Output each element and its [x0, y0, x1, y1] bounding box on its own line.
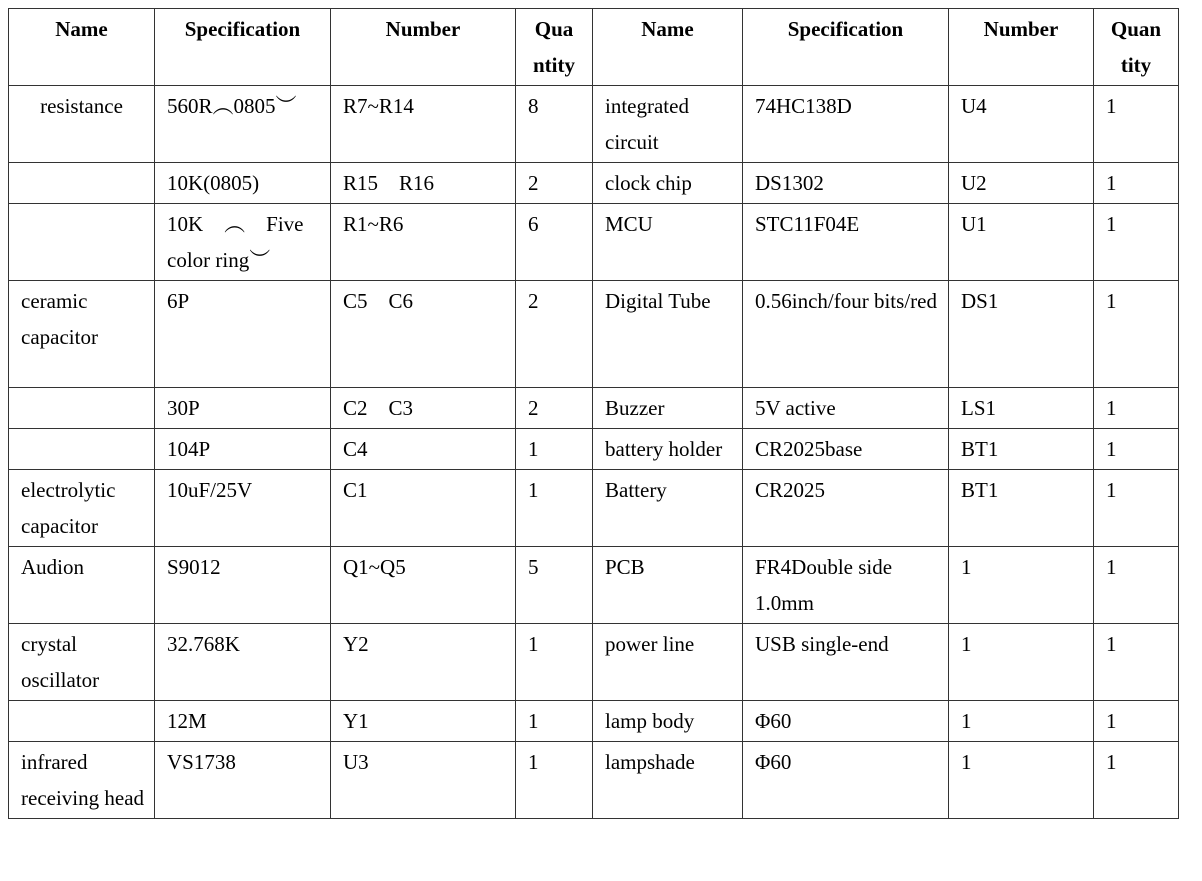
cell-number-2: LS1: [949, 388, 1094, 429]
cell-name-2: PCB: [593, 547, 743, 624]
cell-name-2: battery holder: [593, 429, 743, 470]
header-specification-2: Specification: [743, 9, 949, 86]
cell-quantity-2: 1: [1094, 86, 1179, 163]
cell-name-2: Digital Tube: [593, 281, 743, 388]
cell-name-2: integrated circuit: [593, 86, 743, 163]
cell-quantity: 8: [516, 86, 593, 163]
cell-quantity: 1: [516, 742, 593, 819]
cell-number: R1~R6: [331, 204, 516, 281]
cell-number-2: 1: [949, 742, 1094, 819]
cell-quantity-2: 1: [1094, 429, 1179, 470]
cell-name-2: clock chip: [593, 163, 743, 204]
header-name-2: Name: [593, 9, 743, 86]
cell-specification-2: STC11F04E: [743, 204, 949, 281]
cell-specification-2: Φ60: [743, 742, 949, 819]
cell-specification-2: USB single-end: [743, 624, 949, 701]
table-row: [9, 163, 1179, 204]
table-row: [9, 429, 1179, 470]
table-row: [9, 388, 1179, 429]
cell-number: C1: [331, 470, 516, 547]
cell-specification: 12M: [155, 701, 331, 742]
cell-specification: 10K(0805): [155, 163, 331, 204]
cell-name-2: lamp body: [593, 701, 743, 742]
cell-name: ceramic capacitor: [9, 281, 155, 388]
cell-name: electrolytic capacitor: [9, 470, 155, 547]
cell-specification-2: 74HC138D: [743, 86, 949, 163]
cell-specification: VS1738: [155, 742, 331, 819]
cell-quantity-2: 1: [1094, 204, 1179, 281]
cell-number-2: U2: [949, 163, 1094, 204]
table-row: [9, 470, 1179, 547]
cell-quantity: 1: [516, 701, 593, 742]
cell-name: [9, 163, 155, 204]
table-row: [9, 701, 1179, 742]
cell-number-2: U4: [949, 86, 1094, 163]
table-row: [9, 624, 1179, 701]
cell-quantity: 2: [516, 281, 593, 388]
cell-number-2: 1: [949, 547, 1094, 624]
cell-specification-2: DS1302: [743, 163, 949, 204]
cell-number-2: BT1: [949, 429, 1094, 470]
cell-number: U3: [331, 742, 516, 819]
cell-quantity-2: 1: [1094, 624, 1179, 701]
cell-quantity-2: 1: [1094, 547, 1179, 624]
cell-number: R15 R16: [331, 163, 516, 204]
cell-specification-2: CR2025base: [743, 429, 949, 470]
cell-number: C2 C3: [331, 388, 516, 429]
cell-number-2: BT1: [949, 470, 1094, 547]
cell-specification: 32.768K: [155, 624, 331, 701]
table-row: [9, 86, 1179, 163]
cell-number: R7~R14: [331, 86, 516, 163]
cell-quantity: 1: [516, 470, 593, 547]
cell-name: infrared receiving head: [9, 742, 155, 819]
cell-name-2: power line: [593, 624, 743, 701]
cell-number: Y2: [331, 624, 516, 701]
cell-name: crystal oscillator: [9, 624, 155, 701]
cell-specification: S9012: [155, 547, 331, 624]
cell-specification-2: Φ60: [743, 701, 949, 742]
cell-quantity: 2: [516, 163, 593, 204]
cell-name-2: MCU: [593, 204, 743, 281]
cell-number: Q1~Q5: [331, 547, 516, 624]
cell-specification-2: FR4Double side 1.0mm: [743, 547, 949, 624]
cell-specification-2: CR2025: [743, 470, 949, 547]
cell-number: C4: [331, 429, 516, 470]
cell-name: [9, 388, 155, 429]
cell-specification: 10K ︵ Five color ring︶: [155, 204, 331, 281]
cell-quantity: 5: [516, 547, 593, 624]
cell-quantity-2: 1: [1094, 701, 1179, 742]
header-name: Name: [9, 9, 155, 86]
table-row: [9, 281, 1179, 388]
table-row: [9, 204, 1179, 281]
bom-table: [8, 8, 1179, 819]
cell-number: C5 C6: [331, 281, 516, 388]
header-row: [9, 9, 1179, 86]
cell-number: Y1: [331, 701, 516, 742]
cell-specification: 6P: [155, 281, 331, 388]
cell-quantity-2: 1: [1094, 163, 1179, 204]
cell-quantity-2: 1: [1094, 470, 1179, 547]
cell-name: [9, 204, 155, 281]
cell-specification: 104P: [155, 429, 331, 470]
cell-quantity: 1: [516, 624, 593, 701]
cell-specification: 560R︵0805︶: [155, 86, 331, 163]
cell-specification: 10uF/25V: [155, 470, 331, 547]
cell-quantity: 1: [516, 429, 593, 470]
cell-quantity: 2: [516, 388, 593, 429]
cell-specification-2: 5V active: [743, 388, 949, 429]
cell-specification-2: 0.56inch/four bits/red: [743, 281, 949, 388]
cell-number-2: U1: [949, 204, 1094, 281]
header-quantity-2: Quan tity: [1094, 9, 1179, 86]
table-row: [9, 547, 1179, 624]
cell-number-2: 1: [949, 701, 1094, 742]
table-row: [9, 742, 1179, 819]
cell-quantity-2: 1: [1094, 281, 1179, 388]
cell-quantity-2: 1: [1094, 388, 1179, 429]
cell-name: resistance: [9, 86, 155, 163]
cell-name-2: lampshade: [593, 742, 743, 819]
cell-name: [9, 429, 155, 470]
cell-specification: 30P: [155, 388, 331, 429]
cell-name: Audion: [9, 547, 155, 624]
cell-name-2: Buzzer: [593, 388, 743, 429]
cell-quantity-2: 1: [1094, 742, 1179, 819]
cell-name: [9, 701, 155, 742]
cell-number-2: 1: [949, 624, 1094, 701]
header-number-2: Number: [949, 9, 1094, 86]
cell-quantity: 6: [516, 204, 593, 281]
header-number: Number: [331, 9, 516, 86]
header-quantity: Qua ntity: [516, 9, 593, 86]
header-specification: Specification: [155, 9, 331, 86]
cell-name-2: Battery: [593, 470, 743, 547]
cell-number-2: DS1: [949, 281, 1094, 388]
